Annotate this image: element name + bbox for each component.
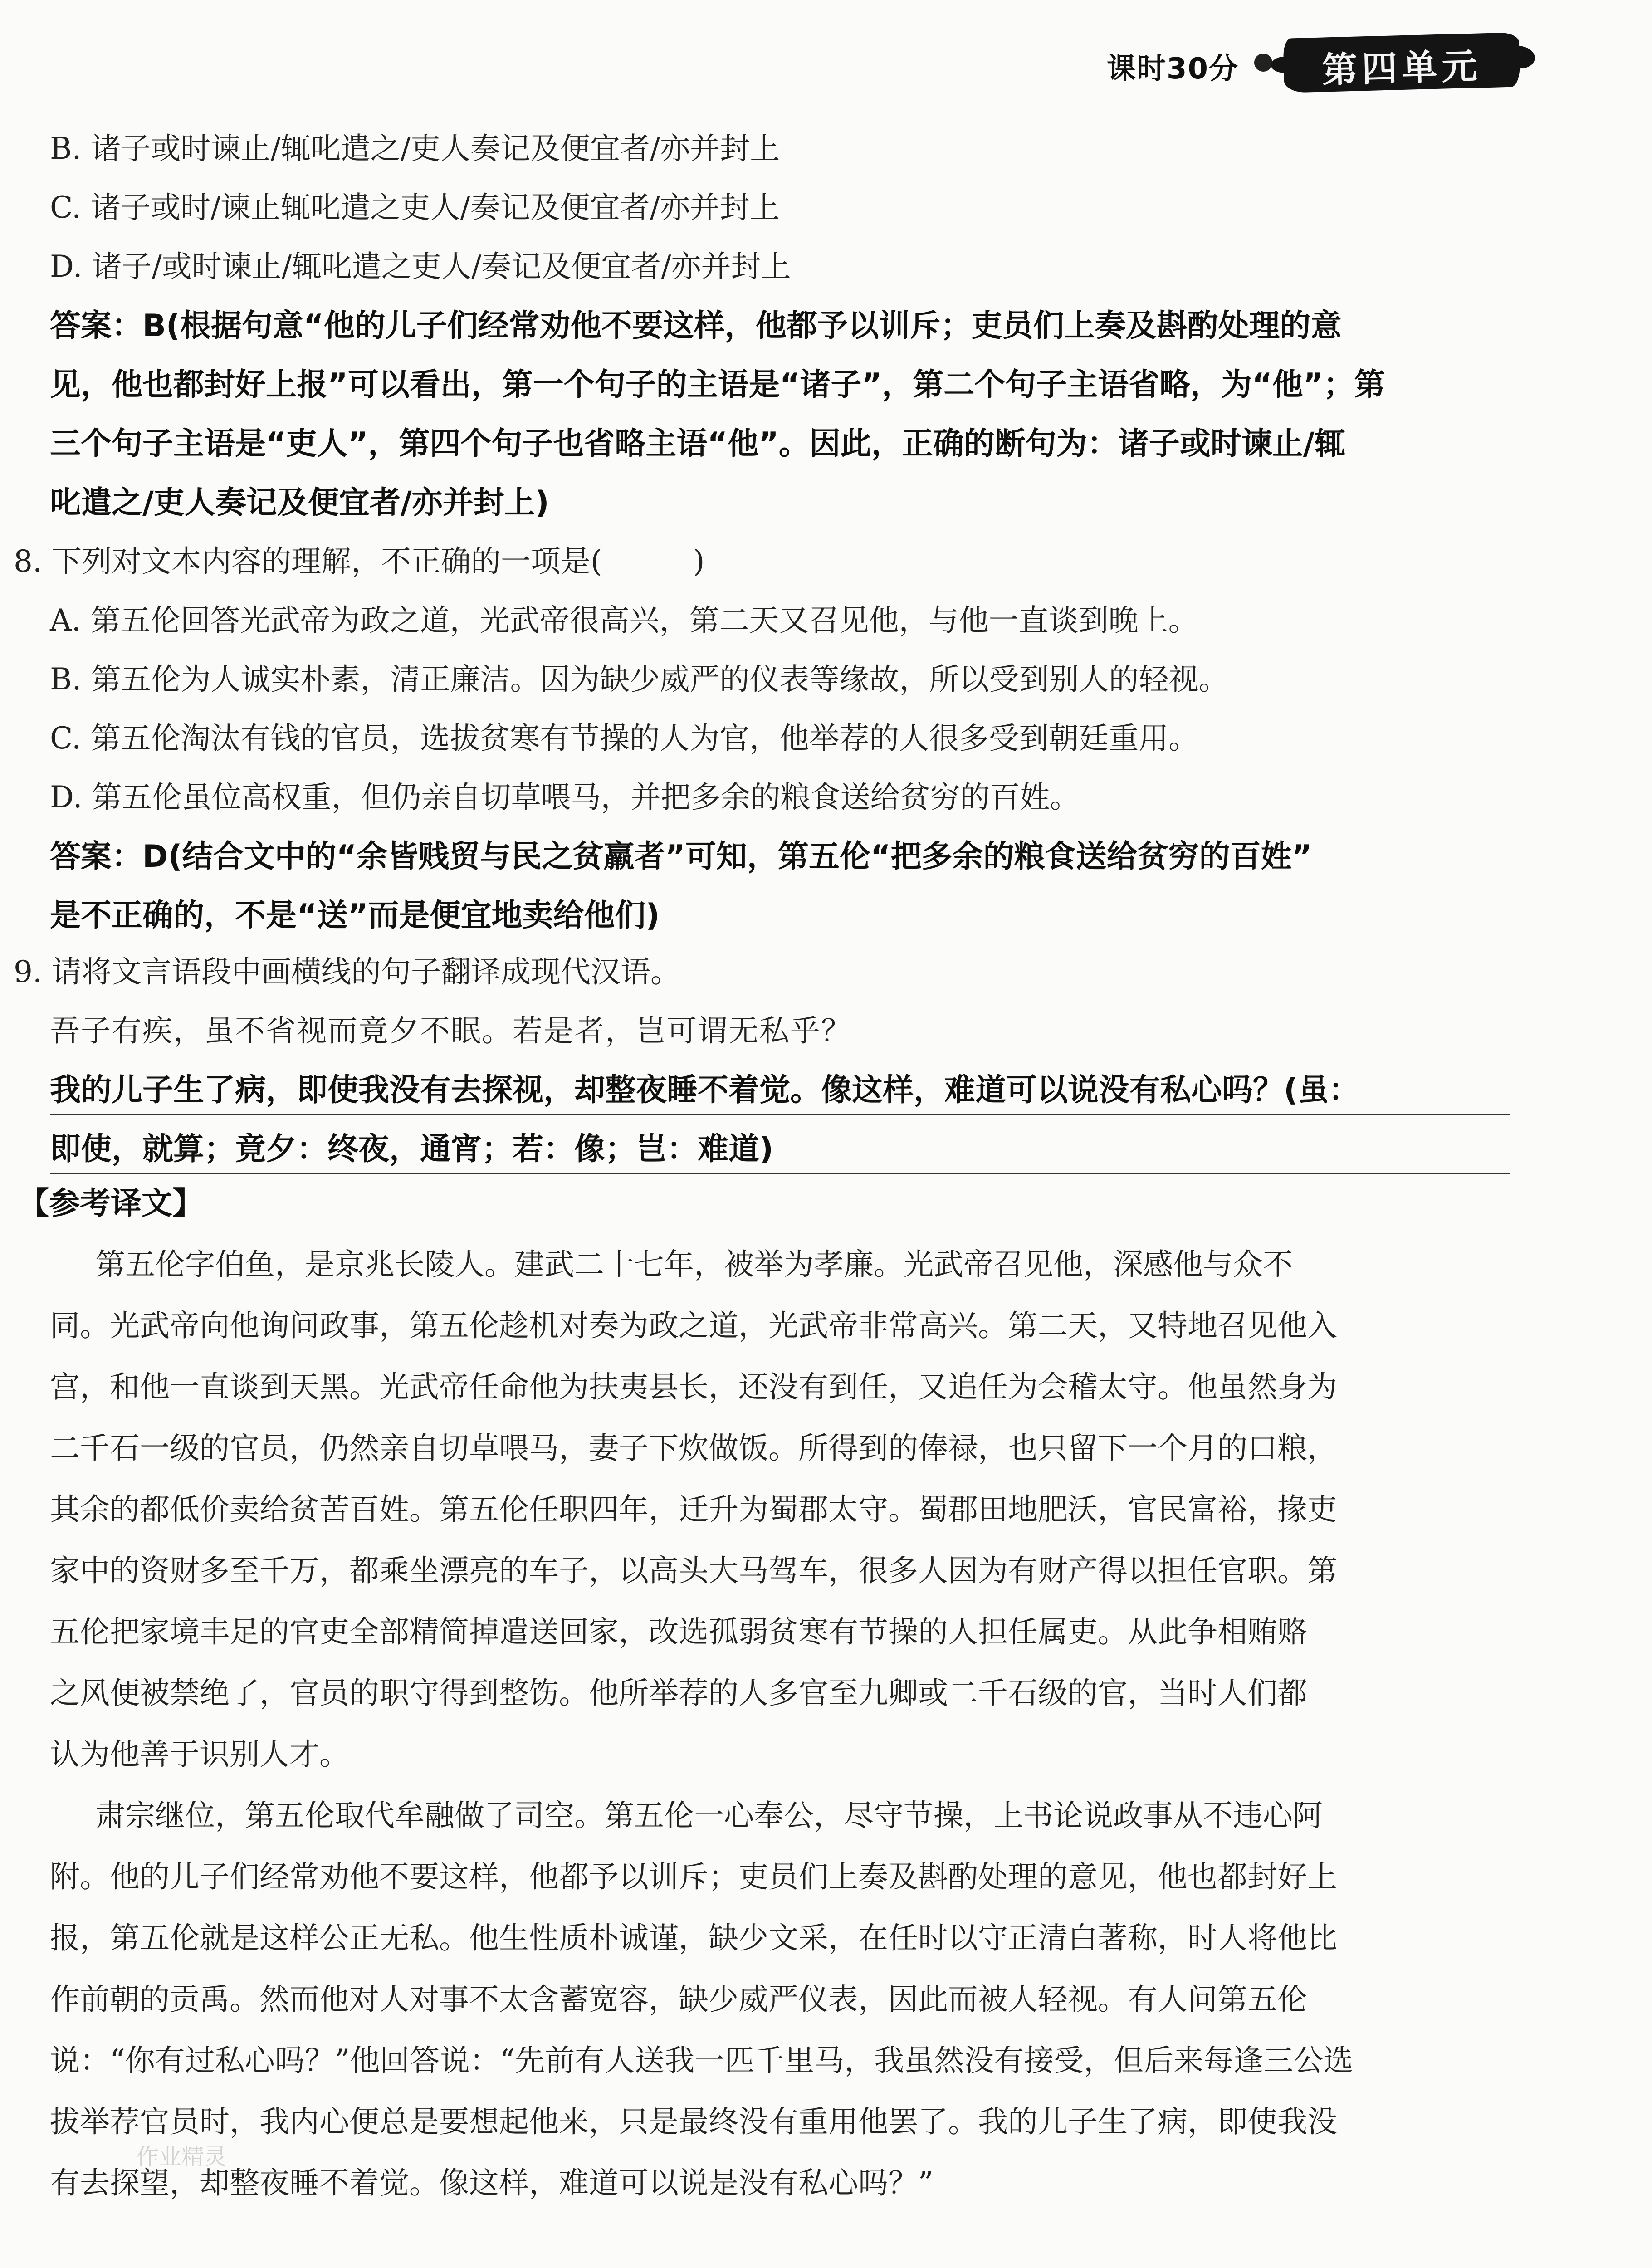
unit-banner: [1283, 32, 1520, 93]
q7-answer-line: 三个句子主语是“吏人”，第四个句子也省略主语“他”。因此，正确的断句为：诸子或时谏止/辄: [50, 426, 1345, 462]
q7-option-c: C. 诸子或时/谏止辄叱遣之吏人/奏记及便宜者/亦并封上: [50, 190, 780, 225]
q8-option-d: D. 第五伦虽位高权重，但仍亲自切草喂马，并把多余的粮食送给贫穷的百姓。: [50, 780, 1080, 815]
q9-answer-line: 即使，就算；竟夕：终夜，通宵；若：像；岂：难道): [50, 1131, 774, 1167]
watermark: 作业精灵: [136, 2144, 227, 2170]
q9-stem: 9. 请将文言语段中画横线的句子翻译成现代汉语。: [14, 954, 680, 989]
unit-label: 第四单元: [1321, 45, 1482, 91]
q9-original-sentence: 吾子有疾，虽不省视而竟夕不眠。若是者，岂可谓无私乎？: [50, 1013, 852, 1048]
q8-stem-close: ): [693, 544, 705, 579]
reference-line: 认为他善于识别人才。: [50, 1737, 349, 1772]
reference-line: 肃宗继位，第五伦取代牟融做了司空。第五伦一心奉公，尽守节操，上书论说政事从不违心阿: [95, 1798, 1323, 1833]
reference-line: 拔举荐官员时，我内心便总是要想起他来，只是最终没有重用他罢了。我的儿子生了病，即使我没: [50, 2104, 1337, 2139]
q7-answer-line: 答案：B(根据句意“他的儿子们经常劝他不要这样，他都予以训斥；吏员们上奏及斟酌处理的意: [50, 308, 1342, 344]
answer-underline: [50, 1114, 1510, 1115]
reference-line: 五伦把家境丰足的官吏全部精简掉遣送回家，改选孤弱贫寒有节操的人担任属吏。从此争相贿赂: [50, 1614, 1307, 1649]
reference-line: 二千石一级的官员，仍然亲自切草喂马，妻子下炊做饭。所得到的俸禄，也只留下一个月的口粮，: [50, 1431, 1337, 1466]
reference-line: 同。光武帝向他询问政事，第五伦趁机对奏为政之道，光武帝非常高兴。第二天，又特地召见他入: [50, 1308, 1337, 1343]
q8-option-c: C. 第五伦淘汰有钱的官员，选拔贫寒有节操的人为官，他举荐的人很多受到朝廷重用。: [50, 721, 1199, 756]
reference-line: 其余的都低价卖给贫苦百姓。第五伦任职四年，迁升为蜀郡太守。蜀郡田地肥沃，官民富裕，掾吏: [50, 1492, 1337, 1527]
reference-line: 作前朝的贡禹。然而他对人对事不太含蓄宽容，缺少威严仪表，因此而被人轻视。有人问第五伦: [50, 1982, 1307, 2017]
reference-line: 宫，和他一直谈到天黑。光武帝任命他为扶夷县长，还没有到任，又追任为会稽太守。他虽然身为: [50, 1369, 1337, 1404]
q7-option-d: D. 诸子/或时谏止/辄叱遣之吏人/奏记及便宜者/亦并封上: [50, 249, 791, 284]
reference-line: 附。他的儿子们经常劝他不要这样，他都予以训斥；吏员们上奏及斟酌处理的意见，他也都封好上: [50, 1859, 1337, 1894]
q8-answer-line: 是不正确的，不是“送”而是便宜地卖给他们): [50, 898, 660, 934]
reference-line: 说：“你有过私心吗？”他回答说：“先前有人送我一匹千里马，我虽然没有接受，但后来每逢三公选: [50, 2043, 1354, 2078]
header-dot-icon: [1254, 54, 1272, 72]
course-label: 课时30分: [1107, 52, 1239, 86]
reference-line: 之风便被禁绝了，官员的职守得到整饬。他所举荐的人多官至九卿或二千石级的官，当时人们都: [50, 1676, 1307, 1711]
q8-option-b: B. 第五伦为人诚实朴素，清正廉洁。因为缺少威严的仪表等缘故，所以受到别人的轻视。: [50, 662, 1229, 697]
reference-line: 有去探望，却整夜睡不着觉。像这样，难道可以说是没有私心吗？”: [50, 2165, 934, 2200]
q8-stem: [14, 544, 705, 579]
reference-line: 家中的资财多至千万，都乘坐漂亮的车子，以高头大马驾车，很多人因为有财产得以担任官职。第: [50, 1553, 1337, 1588]
q9-answer-line: 我的儿子生了病，即使我没有去探视，却整夜睡不着觉。像这样，难道可以说没有私心吗？(虽：: [50, 1072, 1360, 1108]
q7-answer-line: 叱遣之/吏人奏记及便宜者/亦并封上): [50, 485, 549, 521]
q8-stem-text: 8. 下列对文本内容的理解，不正确的一项是(: [14, 544, 602, 579]
answer-underline: [50, 1173, 1510, 1174]
q8-option-a: A. 第五伦回答光武帝为政之道，光武帝很高兴，第二天又召见他，与他一直谈到晚上。: [50, 603, 1198, 638]
reference-title: 【参考译文】: [18, 1186, 204, 1222]
reference-line: 第五伦字伯鱼，是京兆长陵人。建武二十七年，被举为孝廉。光武帝召见他，深感他与众不: [95, 1247, 1293, 1282]
q7-answer-line: 见，他也都封好上报”可以看出，第一个句子的主语是“诸子”，第二个句子主语省略，为“他”；第: [50, 367, 1385, 403]
reference-line: 报，第五伦就是这样公正无私。他生性质朴诚谨，缺少文采，在任时以守正清白著称，时人将他比: [50, 1921, 1337, 1955]
q8-answer-line: 答案：D(结合文中的“余皆贱贸与民之贫羸者”可知，第五伦“把多余的粮食送给贫穷的百姓”: [50, 839, 1312, 875]
q7-option-b: B. 诸子或时谏止/辄叱遣之/吏人奏记及便宜者/亦并封上: [50, 131, 780, 166]
